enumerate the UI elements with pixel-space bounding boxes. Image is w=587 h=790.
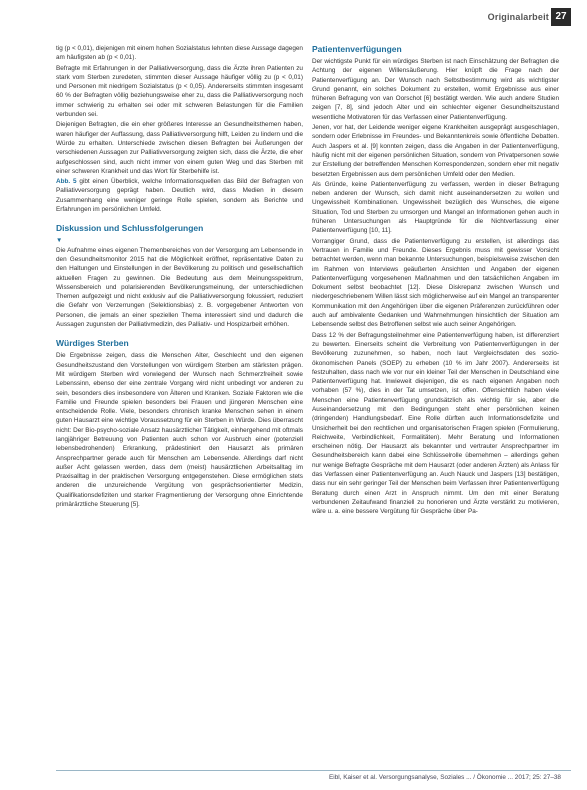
- right-column: [312, 44, 559, 518]
- page-footer: [0, 770, 587, 784]
- body-paragraph: tig (p < 0,01), diejenigen mit einem hohen Sozialstatus lehnten diese Aussage dagegen am häufigsten ab (p < 0,01).: [56, 45, 303, 62]
- footer-citation: Eibl, Kaiser et al. Versorgungsanalyse, Soziales ... / Ökonomie ... 2017; 25: 27–38: [329, 774, 561, 781]
- body-paragraph: Die Aufnahme eines eigenen Themenbereiches von der Versorgung am Lebensende in den Gesundheitsmonitor 2015 hat die Möglichkeit eröffnet, repräsentative Daten zu den Haltungen und Einstellungen in der Bevölkerung zu politisch und gesellschaftlich aktuellen Fragen zu gewinnen. Die Bedeutung aus dem Meinungsspektrum, Wissensbereich und polarisierenden Bevölkerungsmeinung, der unterschiedlichen Themen aufgezeigt und nicht exklusiv auf die Palliativversorgung fokussiert, reduziert die Gefahr von Verzerrungen (Selektionsbias) z. B. vorgegebener Antworten von Personen, die jemals an einer speziellen Thema interessiert sind und dadurch die Aussagen zugunsten der Palliativmedizin, des Palliativ- und Hospizarbeit erhöhen.: [56, 246, 303, 329]
- section-label: Originalarbeit: [487, 12, 549, 22]
- body-paragraph: Dass 12 % der Befragungsteilnehmer eine Patientenverfügung haben, ist differenziert zu bewerten. Einerseits scheint die Verbreitung von Patientenverfügungen in der Bevölkerung zuzunehmen, so haben, noch laut Vergleichsdaten des sozio-ökonomischen Panels (SOEP) zu erheben (10 % im Jahr 2007). Andererseits ist festzuhalten, dass nach wie vor nur ein kleiner Teil der Menschen in Deutschland eine Patientenverfügung hat. Inwieweit diejenigen, die es nach eigenen Angaben noch vorhaben (57 %), dies in der Tat umsetzen, ist offen. Offensichtlich haben viele Menschen eine Patientenverfügung grundsätzlich als wichtig für sie, aber die Auseinandersetzung mit den Bedingungen steht eher persönlichen keinen (dringenden) Handlungsbedarf. Eine Rolle dürften auch Informationsdefizite und Unsicherheit bei den rechtlichen und organisatorischen Fragen spielen (Formulierung, Reichweite, Verbindlichkeit, Formalitäten). Mehr Beratung und Informationen erscheinen nötig. Der Hausarzt als bekannter und vertrauter Ansprechpartner im Gesundheitsbereich kann dabei eine Schlüsselrolle übernehmen – allerdings gehen nur wenige Befragte Gespräche mit dem Hausarzt (oder anderen Ärzten) als Anlass für das Verfassen einer Patientenverfügung an. Auch Nauck und Jaspers [13] bestätigen, dass nur ein sehr geringer Teil der Menschen beim Verfassen ihrer Patientenverfügung Beratung durch einen Arzt in Anspruch nimmt. Um den mit einer Beratung verbundenen Zeitaufwand finanziell zu honorieren und Ärzte verstärkt zu motivieren, wäre u. a. eine bessere Vergütung für Gespräche über Pa-: [312, 331, 559, 516]
- left-column: [56, 44, 303, 510]
- body-paragraph: Der wichtigste Punkt für ein würdiges Sterben ist nach Einschätzung der Befragten die Achtung der eigenen Willensäußerung. Hier knüpft die Frage nach der Patientenverfügung an. Der Wunsch nach Selbstbestimmung wird als wichtigster Grund genannt, ein solches Dokument zu erstellen, womit Ergebnisse aus einer früheren Befragung von van Oorschot [6] bestätigt werden. Wie auch andere Studien zeigen [7, 8], sind jedoch Alter und ein schlechter eigener Gesundheitszustand wesentliche Motivatoren für das Verfassen einer Patientenverfügung.: [312, 58, 559, 121]
- body-paragraph: Diejenigen Befragten, die ein eher größeres Interesse an Gesundheitsthemen haben, waren häufiger der Auffassung, dass Palliativversorgung hilft, Leiden zu lindern und die Würde zu erhalten. Unterschiede zwischen diesen Befragten bei Äußerungen der verschiedenen Aussagen zur Palliativversorgung zeigten sich, dass die Ärzte, die eher aufgeschlossen sind, auch nicht immer von einem guten Weg und das Sterben mit einer schweren Krankheit und das Wort für Sterbehilfe ist.: [56, 121, 303, 175]
- heading-advance-directives: Patientenverfügungen: [312, 44, 402, 54]
- heading-discussion: Diskussion und Schlussfolgerungen: [56, 223, 204, 234]
- figure-reference-text: gibt einen Überblick, welche Informationsquellen das Bild der Befragten von Palliativversorgung geprägt haben. Deutlich wird, dass Medien in diesem Zusammenhang eine weniger geringe Rolle spielen, sondern als Berichte und Erfahrungen im persönlichen Umfeld.: [56, 178, 304, 214]
- footer-rule: [56, 770, 571, 771]
- body-paragraph: Vorrangiger Grund, dass die Patientenverfügung zu erstellen, ist allerdings das Vertrauen in Familie und Freunde. Dieses Ergebnis muss mit gewisser Vorsicht betrachtet werden, wenn man bekannte Untersuchungen, beispielsweise zwischen den im Rahmen von Interviews geäußerten Ansichten und Angaben der eigenen Patientenverfügung vorgesehenen Maßnahmen und den tatsächlichen Angaben im Dokument selbst beobachtet [12]. Diese Diskrepanz zwischen Wunsch und niedergeschriebenem Willen lässt sich möglicherweise auf ein Mangel an transparenter Kommunikation mit den Angehörigen über die eigenen Präferenzen zurückführen oder auch auf ambivalente Gedanken und Wahrnehmungen hinsichtlich der Situation am Lebensende selbst des Betroffenen selbst wie auch seiner Angehörigen.: [312, 237, 559, 329]
- page-header: [0, 0, 587, 38]
- figure-reference-paragraph: [56, 177, 303, 214]
- heading-dying-with-dignity: Würdiges Sterben: [56, 338, 129, 349]
- figure-reference[interactable]: Abb. 5: [56, 178, 77, 186]
- body-paragraph: Als Gründe, keine Patientenverfügung zu verfassen, werden in dieser Befragung neben anderen der Wunsch, sich damit nicht auseinandersetzen zu wollen und Ungewissheit Kombinationen. Ungewissheit bezüglich des Wunsches, die eigene Situation, Tod und Sterben zu umsorgen und Mangel an Informationen gehen auch in früheren Untersuchungen als Hauptgründe für die Nichtverfassung einer Patientenverfügung [10, 11].: [312, 180, 559, 235]
- body-paragraph: Jenen, vor hat, der Leidende weniger eigene Krankheiten ausgeprägt ausgeschlagen, sondern oder Erlebnisse im Freundes- und Bekanntenkreis sowie öffentliche Debatten. Auch Jaspers et al. [9] konnten zeigen, dass die Angaben in der Patientenverfügung, häufig nicht mit der eigenen persönlichen Situation, sondern von Privatpersonen sowie zur Erstellung der betreffenden Menschen Korrespondenzen, sondern eher mit negativ besetzten Ergebnissen aus dem persönlichen Umfeld oder den Medien.: [312, 124, 559, 178]
- page-number: 27: [551, 8, 571, 26]
- body-paragraph: Befragte mit Erfahrungen in der Palliativversorgung, dass die Ärzte ihren Patienten zu stark vom Sterben zuredeten, stimmten dieser Aussage häufiger völlig zu (p < 0,01) und Personen mit niedrigem Sozialstatus (p < 0,05). Andererseits stimmten insgesamt 60 % der Befragten völlig beziehungsweise eher zu, dass die Palliativversorgung noch immer schwierig zu erhalten sei oder mit schweren Belastungen für die Familien verbunden sei.: [56, 64, 303, 119]
- triangle-marker-icon: ▼: [56, 237, 63, 245]
- body-paragraph: Die Ergebnisse zeigen, dass die Menschen Alter, Geschlecht und den eigenen Gesundheitszustand den Vorstellungen von würdigem Sterben am stärksten prägen. Mit würdigem Sterben wird vorwiegend der Wunsch nach Schmerzfreiheit sowie Lebenssinn, ebenso der eine zentrale Vorgang wird nicht unbedingt vor anderen zu sein, besonders dies insbesondere von Älteren und Kranken. Soziale Faktoren wie die Familie und Freunde spielen besonders bei Frauen und jüngeren Menschen eine entscheidende Rolle. Viele, besonders chronisch kranke Menschen sehen in einem guten Hausarzt eine wichtige Voraussetzung für ein Sterben in Würde. Dies überrascht nicht: Der Bio-psycho-soziale Ansatz hausärztlicher Tätigkeit, einhergehend mit oftmals langjähriger Betreuung von Patienten auch schon vor Ausbruch einer (potenziell lebensbedrohenden) Erkrankung, prädestiniert den Hausarzt als primären Ansprechpartner gerade auch für Menschen am Lebensende. Allerdings darf nicht außer Acht gelassen werden, dass dem (meist) hausärztlichen Arbeitsalltag im Praxisalltag in der praktischen Versorgung entgegenstehen. Diese ermöglichen stets anderen die unzureichende Vergütung von gesprächsorientierter Medizin, Qualifikationsdefiziten und starker Fragmentierung der Versorgung ohne Einrichtende primärärztliche Steuerung [5].: [56, 352, 303, 509]
